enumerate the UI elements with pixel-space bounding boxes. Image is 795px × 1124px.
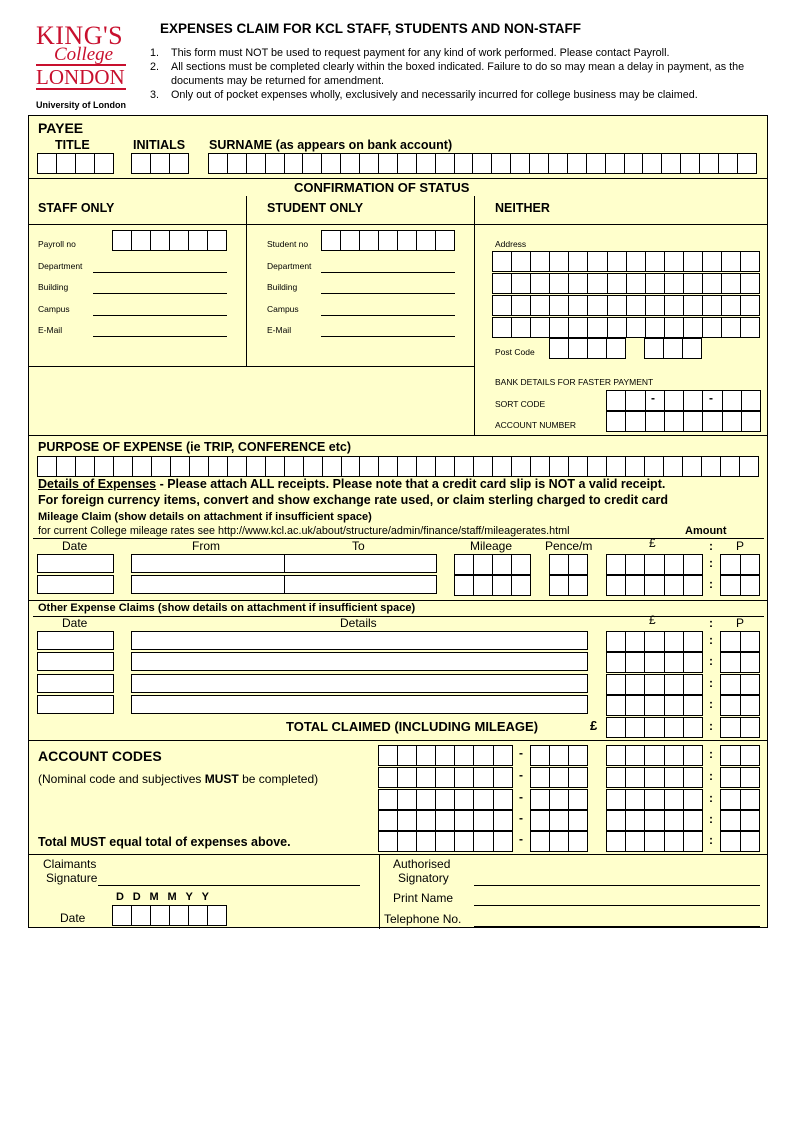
instructions-list: [150, 46, 770, 102]
other-date-field[interactable]: [37, 695, 114, 714]
student-email-label: E-Mail: [267, 325, 292, 335]
foreign-currency-note: For foreign currency items, convert and show exchange rate used, or claim sterling charged to credit card: [38, 493, 669, 507]
student-campus-field[interactable]: [321, 315, 455, 316]
purpose-boxes[interactable]: [37, 456, 759, 477]
pounds-boxes[interactable]: [606, 745, 703, 766]
student-no-label: Student no: [267, 239, 309, 249]
postcode-boxes-2[interactable]: [644, 338, 702, 359]
divider: [474, 196, 475, 435]
pounds-boxes[interactable]: [606, 810, 703, 831]
logo-line-college: College: [54, 44, 114, 65]
staff-building-field[interactable]: [93, 293, 227, 294]
subjective-boxes[interactable]: [530, 767, 588, 788]
instruction-number: 3.: [150, 89, 160, 101]
mileage-col-mileage: Mileage: [470, 539, 513, 553]
pence-amount-boxes[interactable]: [720, 745, 760, 766]
staff-email-label: E-Mail: [38, 325, 63, 335]
instruction-text: All sections must be completed clearly within the boxed indicated. Failure to do so may mean a delay in payment, as the documents may be returned for amendment.: [171, 61, 745, 87]
divider: [29, 740, 767, 741]
other-col-pound: £: [649, 613, 656, 627]
claimant-signature-field[interactable]: [98, 885, 360, 886]
address-label: Address: [495, 239, 527, 249]
account-number-boxes[interactable]: [606, 411, 761, 432]
mileage-rates-text: for current College mileage rates see http://www.kcl.ac.uk/about/structure/admin/finance/staff/mileagerates.html: [38, 525, 570, 537]
sort-code-dash: -: [651, 391, 655, 405]
note-bold: MUST: [204, 772, 239, 786]
note-text: (Nominal code and subjectives: [38, 772, 205, 786]
nominal-code-boxes[interactable]: [378, 831, 513, 852]
code-dash: -: [519, 790, 523, 804]
claimant-signature-label-2: Signature: [46, 871, 98, 885]
account-codes-heading: ACCOUNT CODES: [38, 748, 162, 764]
title-boxes[interactable]: [37, 153, 114, 174]
other-col-details: Details: [340, 616, 377, 630]
staff-department-field[interactable]: [93, 272, 227, 273]
divider: [29, 366, 474, 367]
logo-subtitle: University of London: [36, 100, 126, 110]
divider: [246, 196, 247, 366]
mileage-heading: Mileage Claim (show details on attachment if insufficient space): [38, 511, 372, 523]
date-format-char: Y: [201, 891, 218, 903]
print-name-label: Print Name: [393, 891, 454, 905]
nominal-code-boxes[interactable]: [378, 810, 513, 831]
date-format-char: D: [116, 891, 133, 903]
pence-amount-boxes[interactable]: [720, 575, 760, 596]
address-row-4[interactable]: [492, 317, 760, 338]
bank-details-heading: BANK DETAILS FOR FASTER PAYMENT: [495, 377, 654, 387]
date-boxes[interactable]: [112, 905, 227, 926]
subjective-boxes[interactable]: [530, 745, 588, 766]
surname-boxes[interactable]: [208, 153, 757, 174]
student-department-field[interactable]: [321, 272, 455, 273]
colon: :: [709, 676, 713, 690]
sort-code-label: SORT CODE: [495, 399, 546, 409]
authorised-signature-field[interactable]: [474, 885, 760, 886]
date-format-label: [116, 891, 218, 903]
instruction-number: 1.: [150, 47, 160, 59]
sort-code-boxes[interactable]: [606, 390, 761, 411]
code-dash: -: [519, 768, 523, 782]
mileage-col-colon: :: [709, 539, 713, 553]
address-row-2[interactable]: [492, 273, 760, 294]
other-details-field[interactable]: [131, 631, 588, 650]
pounds-boxes[interactable]: [606, 767, 703, 788]
mileage-from-field[interactable]: [131, 575, 285, 594]
surname-label: SURNAME (as appears on bank account): [209, 138, 453, 152]
pounds-boxes[interactable]: [606, 695, 703, 716]
pence-amount-boxes[interactable]: [720, 695, 760, 716]
student-no-boxes[interactable]: [321, 230, 455, 251]
instruction-text: Only out of pocket expenses wholly, exclusively and necessarily incurred for college business may be claimed.: [171, 89, 698, 101]
initials-boxes[interactable]: [131, 153, 189, 174]
staff-building-label: Building: [38, 282, 69, 292]
mileage-boxes[interactable]: [454, 575, 531, 596]
pounds-boxes[interactable]: [606, 652, 703, 673]
other-details-field[interactable]: [131, 652, 588, 671]
mileage-col-date: Date: [62, 539, 88, 553]
pounds-boxes[interactable]: [606, 674, 703, 695]
date-format-char: D: [132, 891, 150, 903]
mileage-to-field[interactable]: [284, 575, 437, 594]
other-details-field[interactable]: [131, 674, 588, 693]
student-building-label: Building: [267, 282, 298, 292]
instruction-number: 2.: [150, 61, 160, 73]
sort-code-dash: -: [709, 391, 713, 405]
mileage-col-p: P: [736, 539, 745, 553]
student-campus-label: Campus: [267, 304, 299, 314]
mileage-from-field[interactable]: [131, 554, 285, 573]
colon: :: [709, 719, 713, 733]
colon: :: [709, 654, 713, 668]
divider: [29, 435, 767, 436]
payee-heading: PAYEE: [38, 120, 84, 136]
mileage-to-field[interactable]: [284, 554, 437, 573]
staff-email-field[interactable]: [93, 336, 227, 337]
instruction-item: [150, 46, 770, 60]
form-title: EXPENSES CLAIM FOR KCL STAFF, STUDENTS AND NON-STAFF: [160, 21, 582, 36]
mileage-date-field[interactable]: [37, 554, 114, 573]
date-format-char: M: [167, 891, 186, 903]
logo-line-london: LONDON: [36, 65, 125, 89]
divider: [29, 854, 767, 855]
pence-amount-boxes[interactable]: [720, 554, 760, 575]
staff-department-label: Department: [38, 261, 83, 271]
pounds-boxes[interactable]: [606, 631, 703, 652]
mileage-date-field[interactable]: [37, 575, 114, 594]
colon: :: [709, 769, 713, 783]
pounds-boxes[interactable]: [606, 831, 703, 852]
pounds-boxes[interactable]: [606, 575, 703, 596]
pence-amount-boxes[interactable]: [720, 831, 760, 852]
colon: :: [709, 747, 713, 761]
details-label: Details of Expenses: [38, 477, 157, 491]
nominal-code-boxes[interactable]: [378, 767, 513, 788]
other-date-field[interactable]: [37, 631, 114, 650]
colon: :: [709, 577, 713, 591]
details-of-expenses-note: [38, 477, 665, 491]
student-building-field[interactable]: [321, 293, 455, 294]
code-dash: -: [519, 746, 523, 760]
pounds-boxes[interactable]: [606, 789, 703, 810]
code-dash: -: [519, 832, 523, 846]
other-expenses-heading: Other Expense Claims (show details on attachment if insufficient space): [38, 602, 416, 614]
subjective-boxes[interactable]: [530, 789, 588, 810]
total-pound-sign: £: [590, 718, 598, 733]
payroll-boxes[interactable]: [112, 230, 227, 251]
staff-campus-field[interactable]: [93, 315, 227, 316]
instruction-item: [150, 60, 770, 88]
total-pence-boxes[interactable]: [720, 717, 760, 738]
total-claimed-label: TOTAL CLAIMED (INCLUDING MILEAGE): [286, 719, 539, 734]
account-codes-note: [38, 772, 318, 786]
claim-form: [28, 115, 768, 928]
divider: [29, 178, 767, 179]
other-date-field[interactable]: [37, 674, 114, 693]
total-pounds-boxes[interactable]: [606, 717, 703, 738]
telephone-label: Telephone No.: [384, 912, 462, 926]
initials-label: INITIALS: [133, 138, 186, 152]
student-email-field[interactable]: [321, 336, 455, 337]
logo-line-kings: KING'S: [36, 21, 124, 50]
payroll-label: Payroll no: [38, 239, 76, 249]
authorised-signatory-label-2: Signatory: [398, 871, 449, 885]
amount-label: Amount: [685, 525, 727, 537]
authorised-signatory-label-1: Authorised: [393, 857, 451, 871]
mileage-col-from: From: [192, 539, 220, 553]
postcode-label: Post Code: [495, 347, 535, 357]
other-col-p: P: [736, 616, 745, 630]
account-total-note: Total MUST equal total of expenses above.: [38, 835, 291, 849]
pence-boxes[interactable]: [549, 554, 588, 575]
subjective-boxes[interactable]: [530, 831, 588, 852]
pence-amount-boxes[interactable]: [720, 631, 760, 652]
address-row-1[interactable]: [492, 251, 760, 272]
colon: :: [709, 697, 713, 711]
mileage-col-pence: Pence/m: [545, 539, 593, 553]
pence-amount-boxes[interactable]: [720, 789, 760, 810]
account-number-label: ACCOUNT NUMBER: [495, 420, 577, 430]
divider: [379, 854, 380, 929]
title-label: TITLE: [55, 138, 90, 152]
date-format-char: Y: [185, 891, 202, 903]
mileage-boxes[interactable]: [454, 554, 531, 575]
kcl-logo: [36, 21, 126, 110]
instruction-item: [150, 88, 770, 102]
staff-only-heading: STAFF ONLY: [38, 201, 115, 215]
status-heading: CONFIRMATION OF STATUS: [294, 180, 470, 195]
postcode-boxes-1[interactable]: [549, 338, 626, 359]
colon: :: [709, 556, 713, 570]
telephone-field[interactable]: [474, 926, 760, 927]
neither-heading: NEITHER: [495, 201, 550, 215]
date-format-char: M: [149, 891, 168, 903]
purpose-heading: PURPOSE OF EXPENSE (ie TRIP, CONFERENCE etc): [38, 440, 352, 454]
subjective-boxes[interactable]: [530, 810, 588, 831]
colon: :: [709, 833, 713, 847]
other-details-field[interactable]: [131, 695, 588, 714]
other-col-date: Date: [62, 616, 88, 630]
instruction-text: This form must NOT be used to request payment for any kind of work performed. Please contact Payroll.: [171, 47, 670, 59]
details-text: - Please attach ALL receipts. Please note that a credit card slip is NOT a valid receipt.: [156, 477, 666, 491]
divider: [29, 224, 767, 225]
address-row-3[interactable]: [492, 295, 760, 316]
nominal-code-boxes[interactable]: [378, 789, 513, 810]
divider: [29, 600, 767, 601]
colon: :: [709, 791, 713, 805]
colon: :: [709, 633, 713, 647]
code-dash: -: [519, 811, 523, 825]
pounds-boxes[interactable]: [606, 554, 703, 575]
pence-amount-boxes[interactable]: [720, 652, 760, 673]
student-only-heading: STUDENT ONLY: [267, 201, 364, 215]
other-date-field[interactable]: [37, 652, 114, 671]
pence-amount-boxes[interactable]: [720, 767, 760, 788]
date-label: Date: [60, 911, 86, 925]
pence-amount-boxes[interactable]: [720, 810, 760, 831]
nominal-code-boxes[interactable]: [378, 745, 513, 766]
pence-amount-boxes[interactable]: [720, 674, 760, 695]
staff-campus-label: Campus: [38, 304, 70, 314]
print-name-field[interactable]: [474, 905, 760, 906]
note-text: be completed): [238, 772, 319, 786]
mileage-col-pound: £: [649, 536, 656, 550]
pence-boxes[interactable]: [549, 575, 588, 596]
student-department-label: Department: [267, 261, 312, 271]
mileage-col-to: To: [352, 539, 365, 553]
other-col-colon: :: [709, 616, 713, 630]
claimant-signature-label-1: Claimants: [43, 857, 97, 871]
colon: :: [709, 812, 713, 826]
